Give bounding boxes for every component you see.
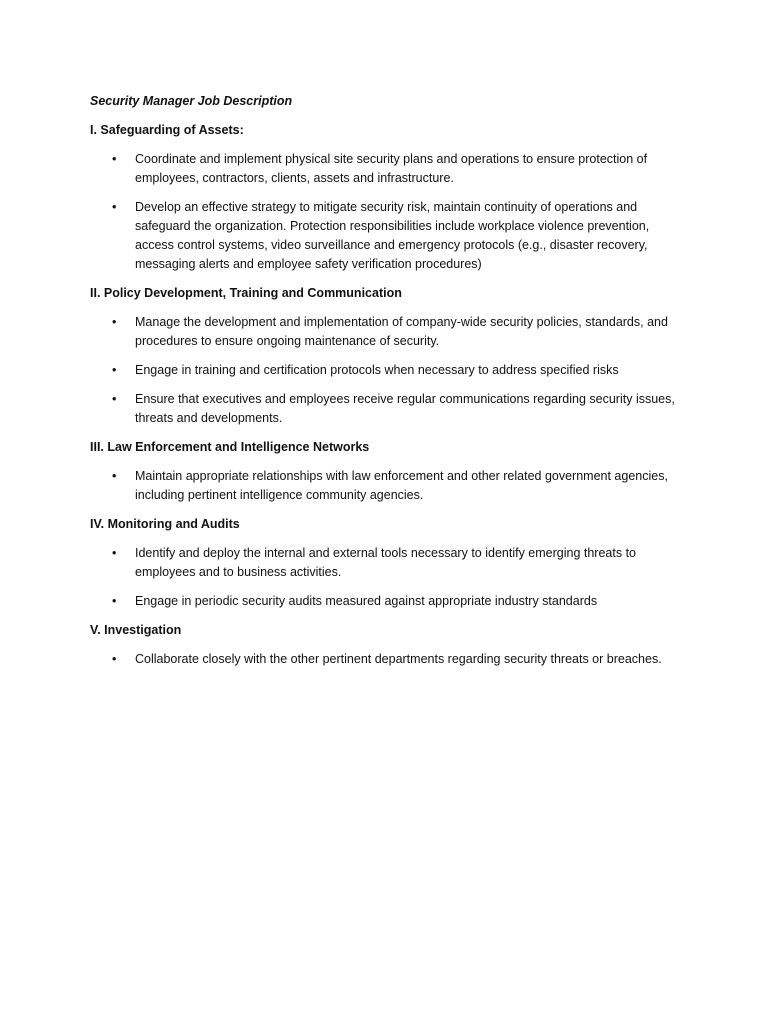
section-heading: I. Safeguarding of Assets: (90, 123, 244, 137)
bullet-icon: • (112, 652, 117, 666)
list-item (90, 313, 688, 351)
list-item (90, 650, 688, 669)
list-item-text: Ensure that executives and employees receive regular communications regarding security issues, threats and developments. (135, 392, 675, 425)
list-item (90, 361, 688, 380)
list-item (90, 592, 688, 611)
list-item (90, 467, 688, 505)
list-item-text: Manage the development and implementation of company-wide security policies, standards, and procedures to ensure ongoing maintenance of security. (135, 315, 668, 348)
list-item (90, 390, 688, 428)
list-item-text: Engage in periodic security audits measured against appropriate industry standards (135, 594, 598, 608)
bullet-list (90, 467, 688, 505)
bullet-icon: • (112, 200, 117, 214)
document-title: Security Manager Job Description (90, 94, 293, 108)
section-investigation (90, 621, 688, 669)
bullet-icon: • (112, 152, 117, 166)
section-monitoring (90, 515, 688, 611)
bullet-icon: • (112, 315, 117, 329)
section-heading: V. Investigation (90, 623, 182, 637)
list-item (90, 150, 688, 188)
bullet-list (90, 313, 688, 428)
bullet-list (90, 150, 688, 274)
bullet-list (90, 650, 688, 669)
list-item-text: Collaborate closely with the other pertinent departments regarding security threats or breaches. (135, 652, 662, 666)
section-safeguarding (90, 121, 688, 274)
list-item-text: Identify and deploy the internal and external tools necessary to identify emerging threats to employees and to business activities. (135, 546, 636, 579)
section-heading: III. Law Enforcement and Intelligence Networks (90, 440, 370, 454)
list-item-text: Engage in training and certification protocols when necessary to address specified risks (135, 363, 619, 377)
section-law-enforcement (90, 438, 688, 505)
bullet-icon: • (112, 594, 117, 608)
list-item-text: Coordinate and implement physical site security plans and operations to ensure protection of employees, contractors, clients, assets and infrastructure. (135, 152, 648, 185)
list-item (90, 544, 688, 582)
list-item-text: Maintain appropriate relationships with law enforcement and other related government agencies, including pertinent intelligence community agencies. (135, 469, 668, 502)
section-heading: II. Policy Development, Training and Communication (90, 286, 402, 300)
bullet-list (90, 544, 688, 611)
bullet-icon: • (112, 469, 117, 483)
section-policy (90, 284, 688, 428)
bullet-icon: • (112, 546, 117, 560)
bullet-icon: • (112, 363, 117, 377)
section-heading: IV. Monitoring and Audits (90, 517, 240, 531)
list-item-text: Develop an effective strategy to mitigate security risk, maintain continuity of operations and safeguard the organization. Protection responsibilities include workplace violence prevention, access control systems, video surveillance and emergency protocols (e.g., disaster recovery, messaging alerts and employee safety verification procedures) (135, 200, 650, 271)
list-item (90, 198, 688, 274)
bullet-icon: • (112, 392, 117, 406)
